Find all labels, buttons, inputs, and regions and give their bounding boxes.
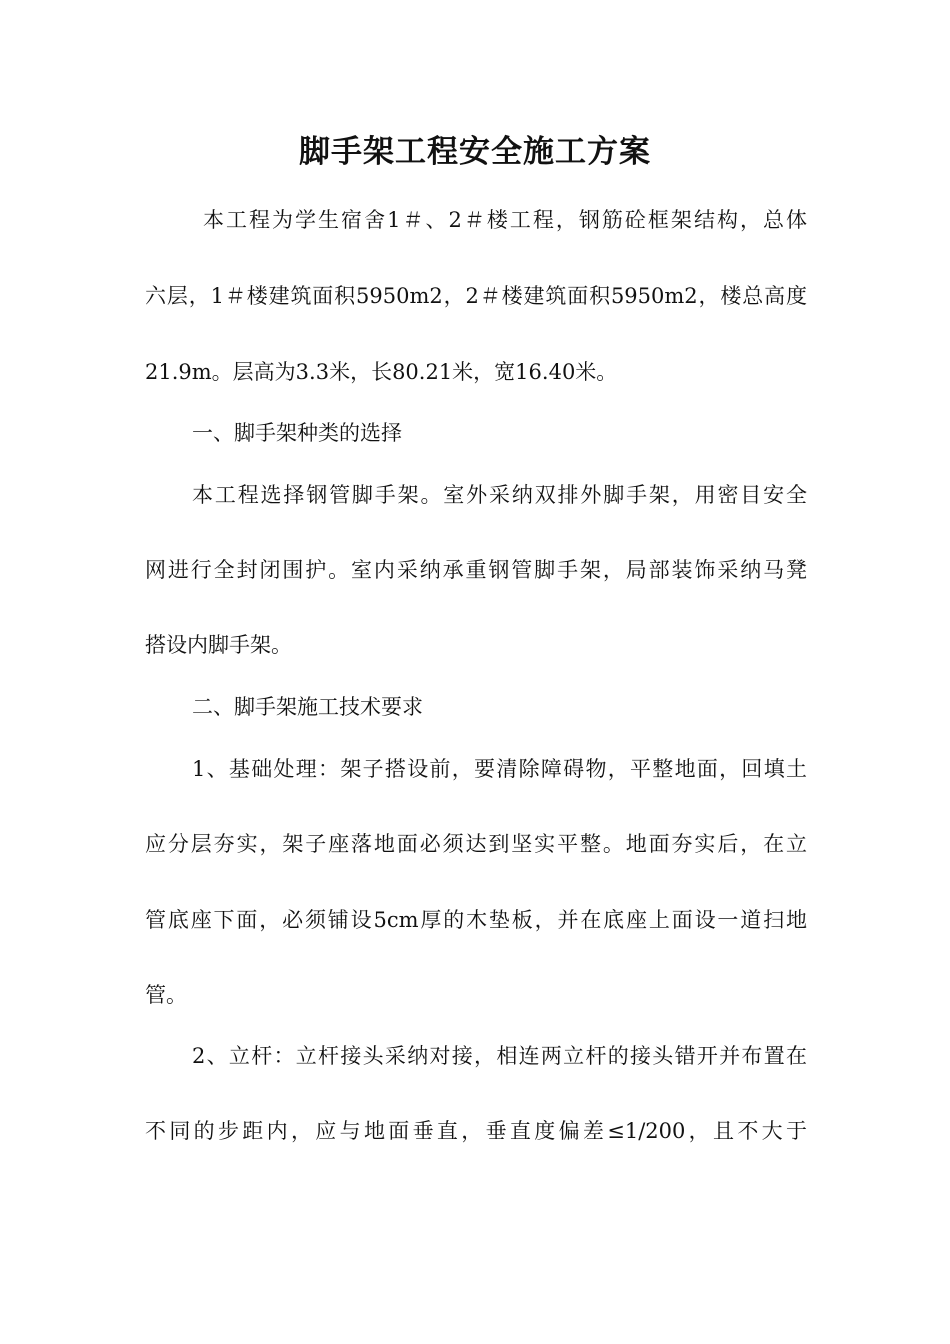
document-title: 脚手架工程安全施工方案 [299, 134, 651, 170]
paragraph-line: 不同的步距内，应与地面垂直，垂直度偏差≤1/200，且不大于 [145, 1119, 807, 1143]
paragraph-line: 本工程为学生宿舍1＃、2＃楼工程，钢筋砼框架结构，总体 [203, 208, 807, 232]
paragraph-line: 网进行全封闭围护。室内采纳承重钢管脚手架，局部装饰采纳马凳 [145, 558, 807, 582]
paragraph-line: 21.9m。层高为3.3米，长80.21米，宽16.40米。 [145, 360, 618, 384]
paragraph-line: 管底座下面，必须铺设5cm厚的木垫板，并在底座上面设一道扫地 [145, 908, 807, 932]
paragraph-line: 应分层夯实，架子座落地面必须达到坚实平整。地面夯实后，在立 [145, 832, 807, 856]
section-heading: 二、脚手架施工技术要求 [192, 695, 423, 719]
section-heading: 一、脚手架种类的选择 [192, 421, 402, 445]
paragraph-line: 1、基础处理：架子搭设前，要清除障碍物，平整地面，回填土 [192, 757, 807, 781]
paragraph-line: 本工程选择钢管脚手架。室外采纳双排外脚手架，用密目安全 [192, 483, 807, 507]
paragraph-line: 搭设内脚手架。 [145, 633, 292, 657]
paragraph-line: 2、立杆：立杆接头采纳对接，相连两立杆的接头错开并布置在 [192, 1044, 807, 1068]
paragraph-line: 管。 [145, 983, 187, 1007]
paragraph-line: 六层，1＃楼建筑面积5950m2，2＃楼建筑面积5950m2，楼总高度 [145, 284, 807, 308]
